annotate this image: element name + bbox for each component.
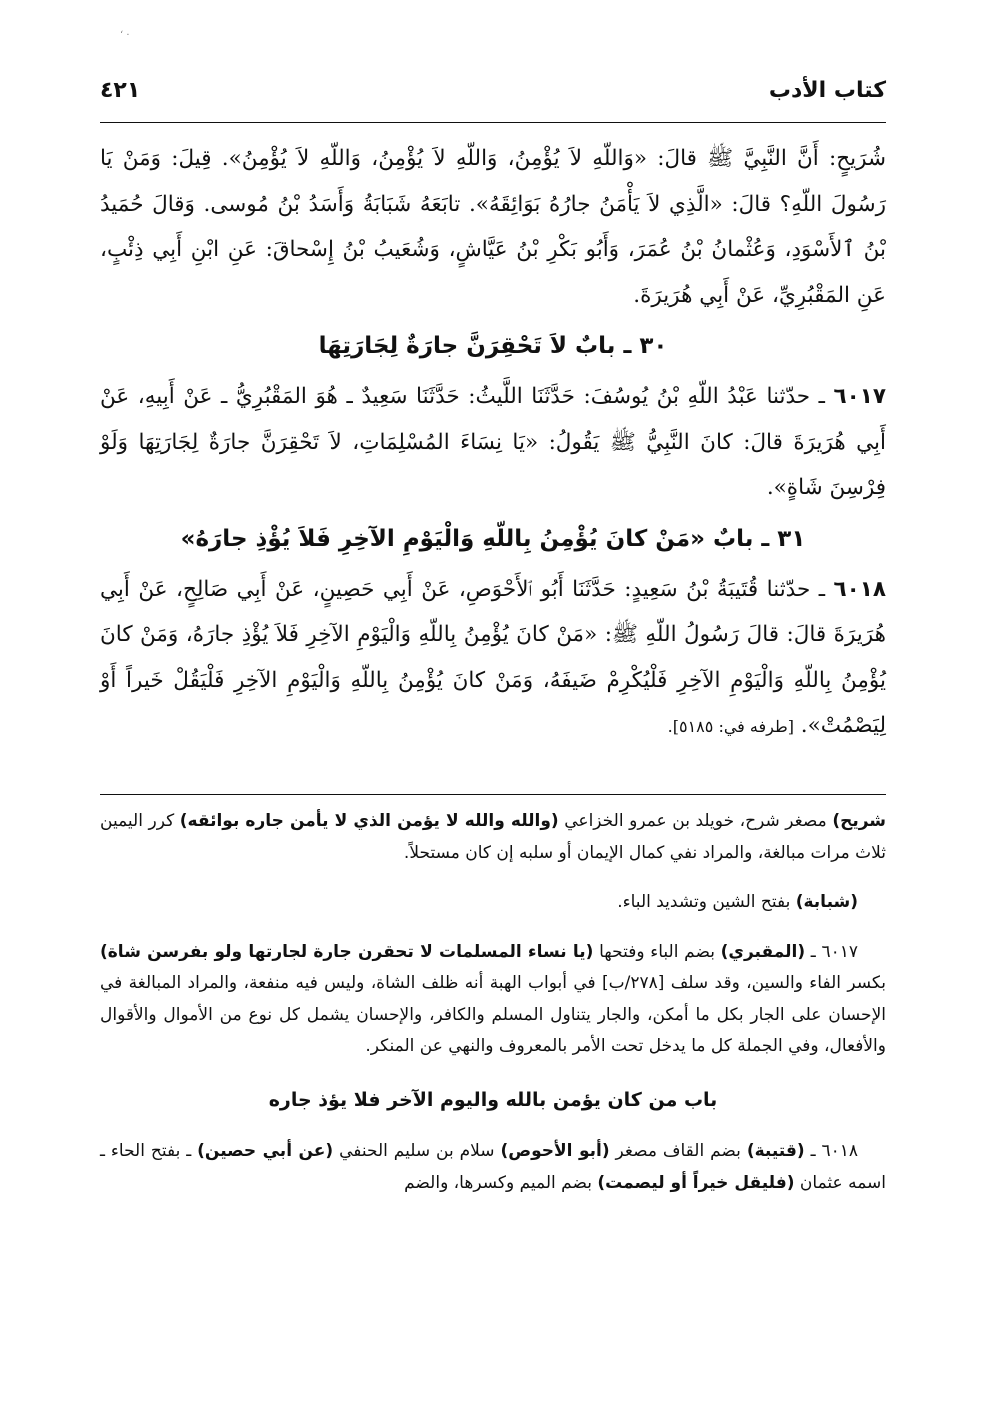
chapter-heading-30: ٣٠ ـ بابٌ لاَ تَحْقِرَنَّ جارَةٌ لِجَارَتِهَا	[318, 333, 668, 359]
header-divider	[100, 122, 886, 123]
commentary-para-1: شريح) مصغر شرح، خويلد بن عمرو الخزاعي (والله والله لا يؤمن الذي لا يأمن جاره بوائقه) كرر اليمين ثلاث مرات مبالغة، والمراد نفي كمال الإيمان أو سلبه إن كان مستحلاً.	[100, 811, 887, 863]
footnote-divider	[100, 794, 886, 795]
hadith-6018	[100, 567, 886, 750]
book-title: كتاب الأدب	[768, 78, 886, 103]
hadith-continuation: شُرَيحٍ: أَنَّ النَّبِيَّ ﷺ قالَ: «وَاللّهِ لاَ يُؤْمِنُ، وَاللّهِ لاَ يُؤْمِنُ، وَاللّهِ لاَ يُؤْمِنُ». قِيلَ: وَمَنْ يَا رَسُولَ اللّهِ؟ قالَ: «الَّذِي لاَ يَأْمَنُ جارُهُ بَوَائِقَهُ». تابَعَهُ شَبَابَةُ وَأَسَدُ بْنُ مُوسى. وَقالَ حُمَيدُ بْنُ ٱلأَسْوَدِ، وَعُثْمانُ بْنُ عُمَرَ، وَأَبُو بَكْرِ بْنُ عَيَّاشٍ، وَشُعَيبُ بْنُ إِسْحاقَ: عَنِ ابْنِ أَبِي ذِئْبٍ، عَنِ المَقْبُرِيِّ، عَنْ أَبِي هُرَيرَةَ.	[100, 146, 886, 308]
commentary-para-3: ٦٠١٧ ـ (المقبري) بضم الباء وفتحها (يا نساء المسلمات لا تحقرن جارة لجارتها ولو بفرسن شاة) بكسر الفاء والسين، وقد سلف [٢٧٨/ب] في أبواب الهبة أنه ظلف الشاة، وليس فيه منفعة، والمراد المبالغة في الإحسان على الجار بكل ما أمكن، والجار يتناول المسلم والكافر، والإحسان يشمل كل نوع من الأموال والأقوال والأفعال، وفي الجملة كل ما يدخل تحت الأمر بالمعروف والنهي عن المنكر.	[100, 941, 886, 1056]
page-number: ٤٢١	[100, 78, 141, 103]
commentary-para-2: (شبابة) بفتح الشين وتشديد الباء.	[617, 892, 858, 912]
hadith-text: ـ حدّثنا قُتَيبَةُ بْنُ سَعِيدٍ: حَدَّثَنَا أَبُو ٱلأَحْوَصِ، عَنْ أَبِي حَصِينٍ، عَنْ أَبِي صَالِحٍ، عَنْ أَبِي هُرَيرَةَ قالَ: قالَ رَسُولُ اللّهِ ﷺ: «مَنْ كانَ يُؤْمِنُ بِاللّهِ وَالْيَوْمِ الآخِرِ فَلاَ يُؤْذِ جارَهُ، وَمَنْ كانَ يُؤْمِنُ بِاللّهِ وَالْيَوْمِ الآخِرِ فَلْيُكْرِمْ ضَيفَهُ، وَمَنْ كانَ يُؤْمِنُ بِاللّهِ وَالْيَوْمِ الآخِرِ فَلْيَقُلْ خَيراً أَوْ لِيَصْمُتْ».	[100, 576, 886, 738]
hadith-text: ـ حدّثنا عَبْدُ اللّهِ بْنُ يُوسُفَ: حَدَّثَنَا اللَّيثُ: حَدَّثَنَا سَعِيدٌ ـ هُوَ المَقْبُرِيُّ ـ عَنْ أَبِيهِ، عَنْ أَبِي هُرَيرَةَ قالَ: كانَ النَّبِيُّ ﷺ يَقُولُ: «يَا نِسَاءَ المُسْلِمَاتِ، لاَ تَحْقِرَنَّ جارَةٌ لِجَارَتِهَا وَلَوْ فِرْسِنَ شَاةٍ».	[100, 384, 886, 500]
commentary-heading: باب من كان يؤمن بالله واليوم الآخر فلا يؤذ جاره	[268, 1088, 718, 1111]
hadith-number: ٦٠١٨	[833, 576, 886, 602]
commentary-para-4: ٦٠١٨ ـ (قتيبة) بضم القاف مصغر (أبو الأحوص) سلام بن سليم الحنفي (عن أبي حصين) ـ بفتح الحاء ـ اسمه عثمان (فليقل خيراً أو ليصمت) بضم الميم وكسرها، والضم	[100, 1141, 886, 1193]
cross-reference: [طرفه في: ٥١٨٥].	[667, 717, 794, 736]
commentary	[100, 806, 886, 1217]
hadith-6017	[100, 374, 886, 511]
page-header	[100, 78, 886, 112]
scan-speck: ʻ ·	[120, 30, 130, 41]
main-text	[100, 136, 886, 750]
hadith-number: ٦٠١٧	[833, 384, 886, 409]
chapter-heading-31: ٣١ ـ بابٌ «مَنْ كانَ يُؤْمِنُ بِاللّهِ وَالْيَوْمِ الآخِرِ فَلاَ يُؤْذِ جارَهُ»	[180, 525, 806, 552]
